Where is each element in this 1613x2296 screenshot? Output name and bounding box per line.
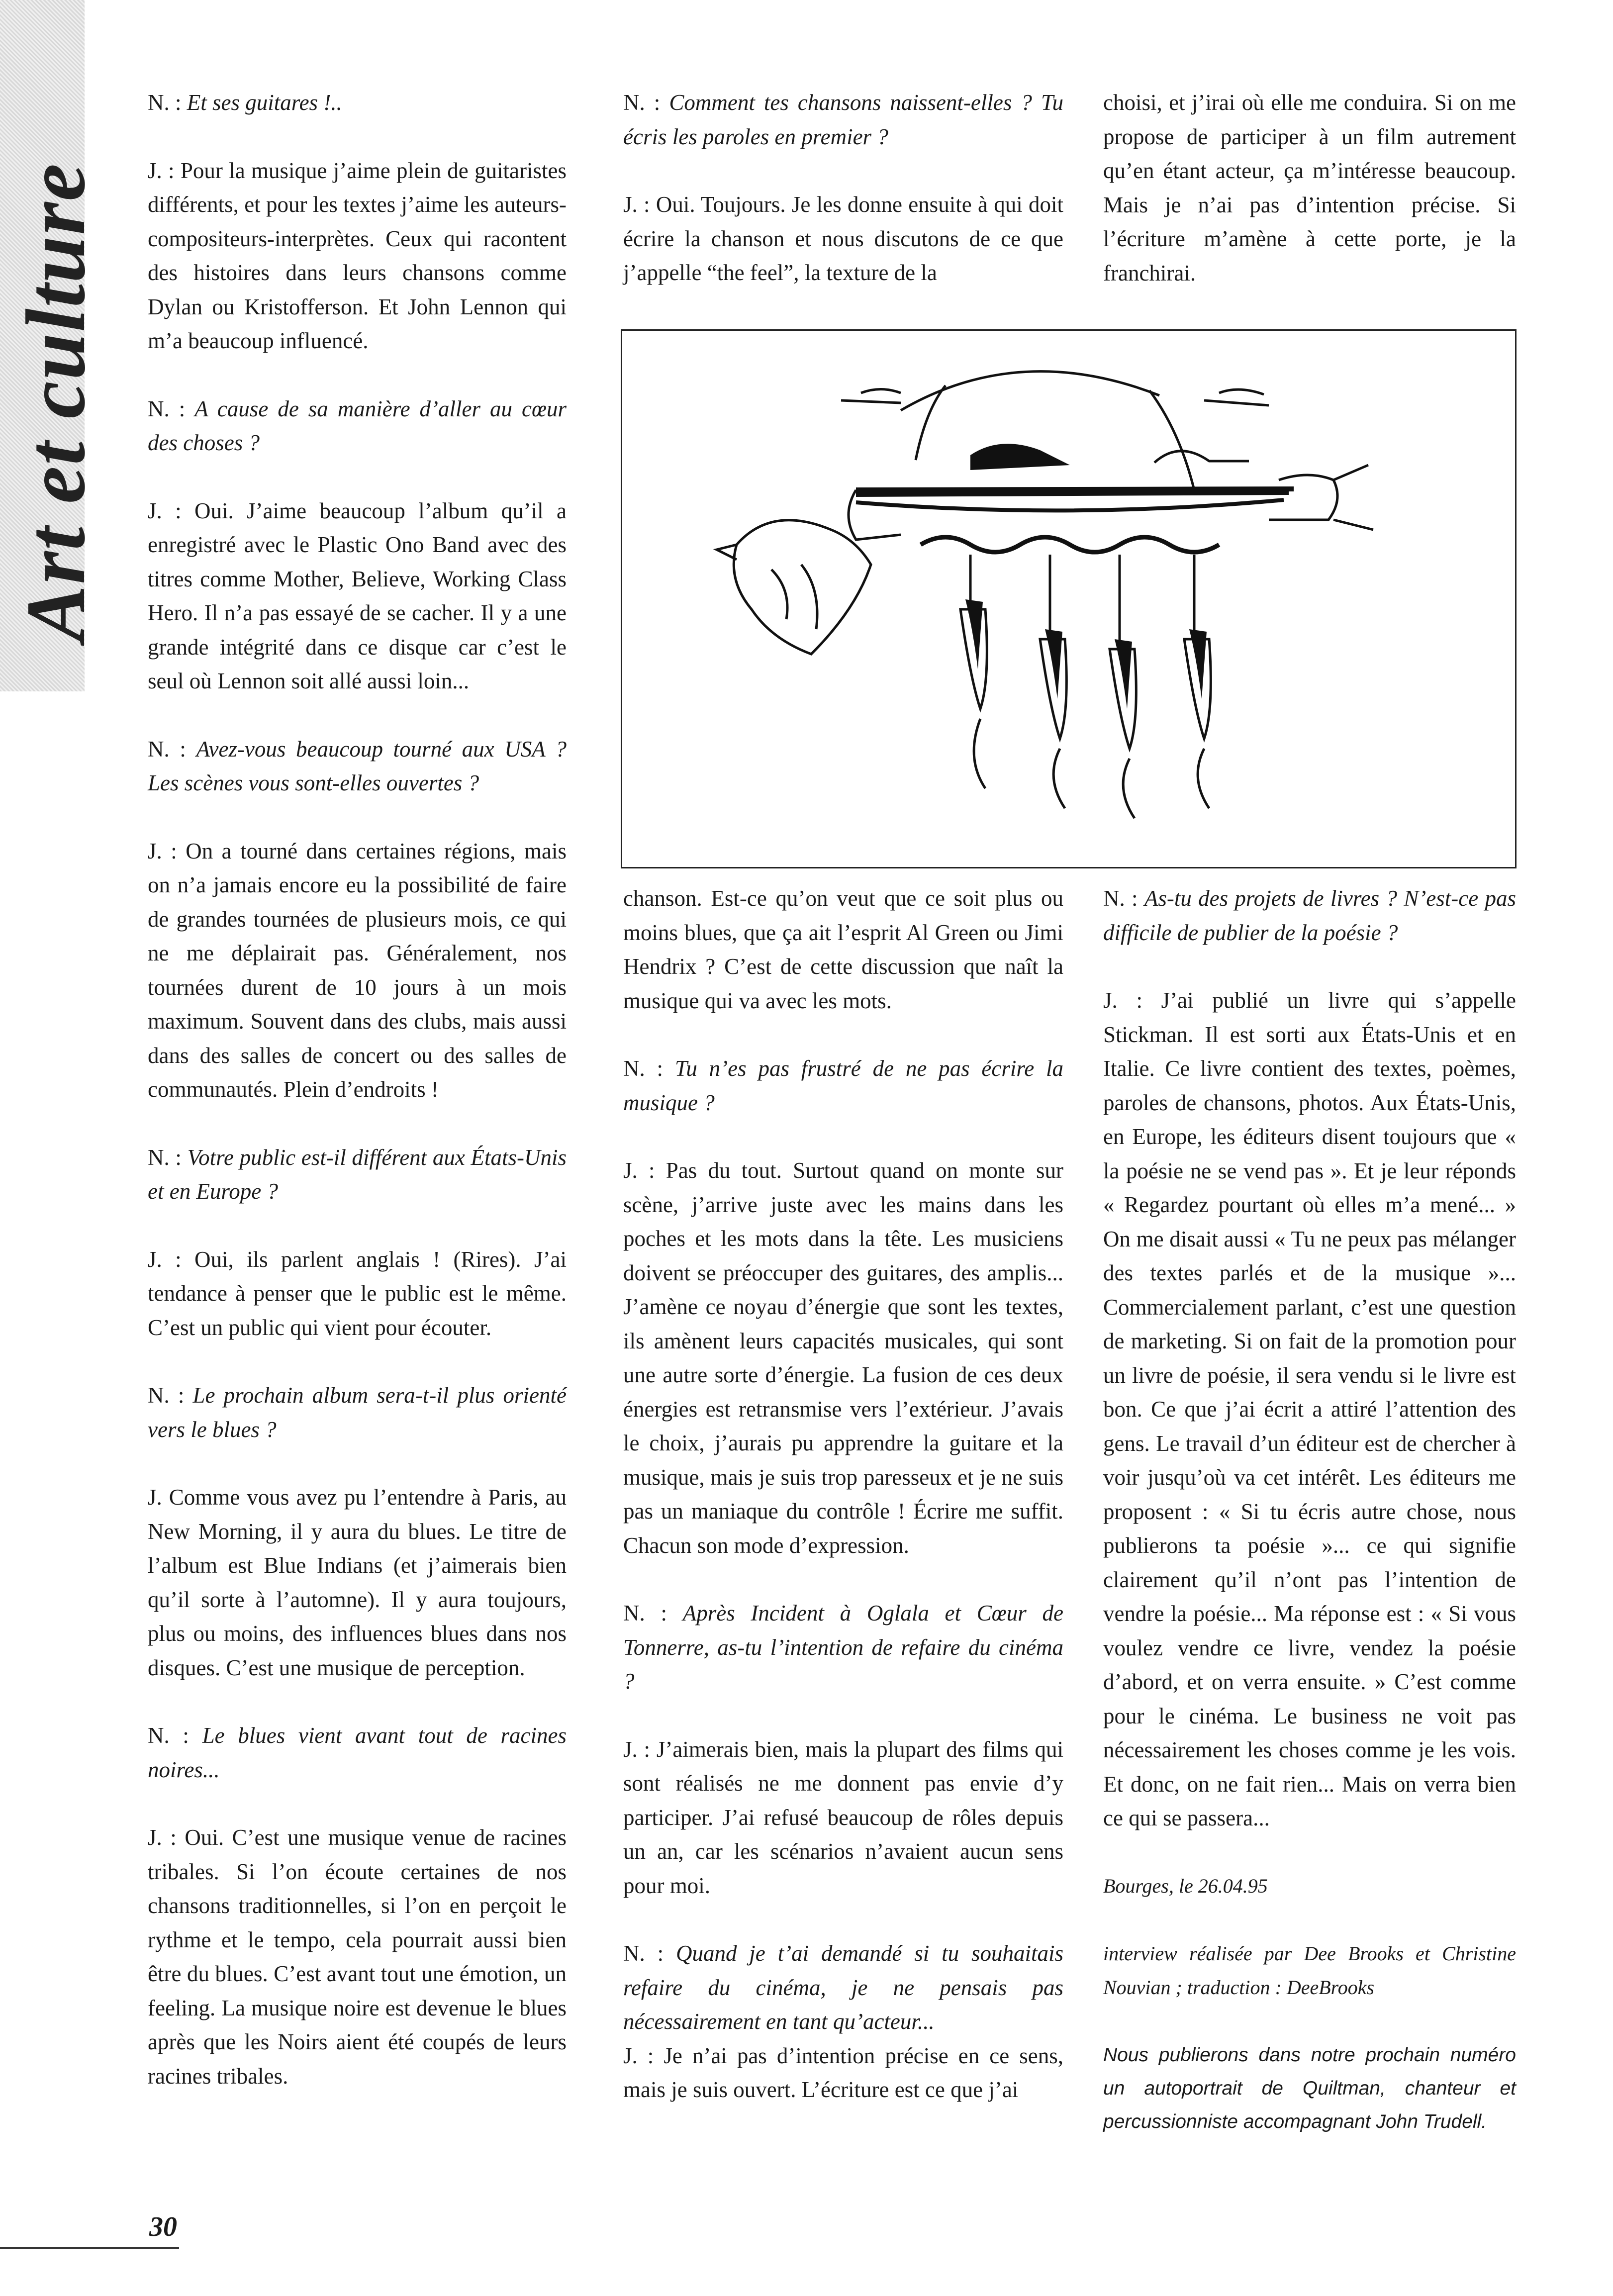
question-text: Quand je t’ai demandé si tu souhaitais refaire du cinéma, je ne pensais pas nécessairement en tant qu’acteur... <box>623 1941 1063 2034</box>
speaker-label: J. : <box>148 838 186 863</box>
paragraph <box>148 1141 567 1209</box>
page-number: 30 <box>149 2211 177 2242</box>
question-text: Après Incident à Oglala et Cœur de Tonnerre, as-tu l’intention de refaire du cinéma ? <box>623 1601 1064 1694</box>
column-2 <box>623 881 1063 2141</box>
paragraph <box>623 1936 1063 2039</box>
question-text: Et ses guitares !.. <box>187 90 342 115</box>
speaker-label: J. : <box>148 158 181 183</box>
paragraph <box>623 881 1063 1018</box>
answer-text: J’aimerais bien, mais la plupart des films qui sont réalisés ne me donnent pas envie d’y participer. J’ai refusé beaucoup de rôles depuis un an, car les scénarios n’avaient aucun sens pour moi. <box>623 1736 1063 1898</box>
question-text: Comment tes chansons naissent-elles ? Tu écris les paroles en premier ? <box>623 90 1064 149</box>
paragraph <box>623 86 1063 154</box>
speaker-label: N. : <box>148 736 196 762</box>
speaker-label: N. : <box>1103 886 1144 911</box>
speaker-label: J. : <box>623 2043 664 2068</box>
speaker-label: N. : <box>623 1941 676 1966</box>
question-text: Le prochain album sera-t-il plus orienté vers le blues ? <box>148 1383 567 1442</box>
answer-text: J’ai publié un livre qui s’appelle Stickman. Il est sorti aux États-Unis et en Italie. Ce livre contient des textes, poèmes, paroles de chansons, photos. Aux États-Unis, en Europe, les éditeurs disent toujours que « la poésie ne se vend pas ». Et je leur réponds « Regardez pourtant où elles m’a mené... » On me disait aussi « Tu ne peux pas mélanger des textes parlés et de la musique »... Commercialement parlant, c’est une question de marketing. Si on fait de la promotion pour un livre de poésie, il sera vendu si le livre est bon. Ce que j’ai écrit a attiré l’attention des gens. Le travail d’un éditeur est de chercher à voir jusqu’où va cet intérêt. Les éditeurs me proposent : « Si tu écris autre chose, nous publierons ta poésie »... ce qui signifie clairement qu’il n’ont pas l’intention de vendre la poésie... Ma réponse est : « Si vous voulez vendre ce livre, vendez la poésie d’abord, et on verra ensuite. » C’est comme pour le cinéma. Le business ne voit pas nécessairement les choses comme je les vois. Et donc, on ne fait rien... Mais on verra bien ce qui se passera... <box>1103 988 1517 1830</box>
question-text: A cause de sa manière d’aller au cœur des choses ? <box>148 396 567 455</box>
speaker-label: N. : <box>148 1723 202 1748</box>
paragraph <box>623 1153 1063 1562</box>
speaker-label: N. : <box>148 90 187 115</box>
speaker-label: N. : <box>148 1383 193 1408</box>
question-text: Le blues vient avant tout de racines noires... <box>148 1723 567 1782</box>
paragraph <box>148 1378 567 1446</box>
speaker-label: N. : <box>623 1601 683 1626</box>
paragraph <box>623 1732 1063 1903</box>
paragraph <box>148 1480 567 1685</box>
answer-text: Comme vous avez pu l’entendre à Paris, au New Morning, il y aura du blues. Le titre de l’album est Blue Indians (et j’aimerais bien qu’il sorte à l’automne). Il y aura toujours, plus ou moins, des influences blues dans nos disques. C’est une musique de perception. <box>148 1485 567 1680</box>
column-3 <box>1103 881 1516 2172</box>
paragraph <box>623 1596 1063 1699</box>
answer-text: Pour la musique j’aime plein de guitaristes différents, et pour les textes j’aime les auteurs-compositeurs-interprètes. Ceux qui racontent des histoires dans leurs chansons comme Dylan ou Kristofferson. Et John Lennon qui m’a beaucoup influencé. <box>148 158 567 353</box>
eagle-pipe-feathers-illustration <box>622 331 1515 867</box>
question-text: Avez-vous beaucoup tourné aux USA ? Les scènes vous sont-elles ouvertes ? <box>148 736 567 795</box>
speaker-label: J. : <box>148 498 195 523</box>
credits <box>1103 1869 1516 2005</box>
speaker-label: J. : <box>623 1736 657 1762</box>
paragraph <box>148 834 567 1107</box>
paragraph <box>148 1719 567 1787</box>
answer-text: Oui, ils parlent anglais ! (Rires). J’ai tendance à penser que le public est le même. C’est un public qui vient pour écouter. <box>148 1246 567 1340</box>
paragraph <box>148 392 567 460</box>
paragraph <box>148 1243 567 1345</box>
paragraph <box>148 494 567 698</box>
answer-text: Oui. C’est une musique venue de racines tribales. Si l’on écoute certaines de nos chansons traditionnelles, si l’on en perçoit le rythme et le tempo, cela pourrait aussi bien être du blues. C’est avant tout une émotion, un feeling. La musique noire est devenue le blues après que les Noirs aient été coupés de leurs racines tribales. <box>148 1825 567 2089</box>
speaker-label: J. : <box>148 1825 185 1850</box>
answer-text: On a tourné dans certaines régions, mais on n’a jamais encore eu la possibilité de faire de grandes tournées de plusieurs mois, ce qui ne me déplairait pas. Généralement, nos tournées durent de 10 jours à un mois maximum. Souvent dans des clubs, mais aussi dans des salles de concert ou des salles de communautés. Plein d’endroits ! <box>148 838 567 1102</box>
answer-text: Je n’ai pas d’intention précise en ce sens, mais je suis ouvert. L’écriture est ce que j’ai <box>623 2043 1063 2102</box>
answer-text: Pas du tout. Surtout quand on monte sur scène, j’arrive juste avec les mains dans les poches et les mots dans la tête. Les musiciens doivent se préoccuper des guitares, des amplis... J’amène ce noyau d’énergie que sont les textes, ils amènent leurs capacités musicales, qui sont une autre sorte d’énergie. La fusion de ces deux énergies est retransmise vers l’extérieur. J’avais le choix, j’aurais pu apprendre la guitare et la musique, mais je suis trop paresseux et je ne suis pas un maniaque du contrôle ! Écrire me suffit. Chacun son mode d’expression. <box>623 1158 1064 1558</box>
answer-text: chanson. Est-ce qu’on veut que ce soit plus ou moins blues, que ça ait l’esprit Al Green ou Jimi Hendrix ? C’est de cette discussion que naît la musique qui va avec les mots. <box>623 886 1063 1013</box>
question-text: Tu n’es pas frustré de ne pas écrire la musique ? <box>623 1056 1063 1115</box>
speaker-label: J. : <box>623 192 656 217</box>
speaker-label: N. : <box>623 1056 675 1081</box>
paragraph <box>148 732 567 800</box>
credit-place-date: Bourges, le 26.04.95 <box>1103 1874 1268 1897</box>
column-3-top <box>1103 86 1516 324</box>
paragraph <box>623 2039 1063 2107</box>
question-text: As-tu des projets de livres ? N’est-ce pas difficile de publier de la poésie ? <box>1103 886 1516 945</box>
answer-text: choisi, et j’irai où elle me conduira. Si on me propose de participer à un film autrement qu’en étant acteur, ça m’intéresse beaucoup. Mais je n’ai pas d’intention précise. Si l’écriture m’amène à cette porte, je la franchirai. <box>1103 90 1516 286</box>
speaker-label: N. : <box>148 1145 188 1170</box>
speaker-label: N. : <box>623 90 669 115</box>
paragraph <box>148 154 567 358</box>
answer-text: Oui. J’aime beaucoup l’album qu’il a enregistré avec le Plastic Ono Band avec des titres comme Mother, Believe, Working Class Hero. Il n’a pas essayé de se cacher. Il y a une grande intégrité dans ce disque car c’est le seul où Lennon soit allé aussi loin... <box>148 498 567 693</box>
paragraph <box>623 188 1063 290</box>
speaker-label: N. : <box>148 396 195 421</box>
page-rule <box>0 2247 179 2249</box>
question-text: Votre public est-il différent aux États-Unis et en Europe ? <box>148 1145 567 1204</box>
column-1 <box>148 86 567 2127</box>
speaker-label: J. : <box>623 1158 666 1183</box>
speaker-label: J. : <box>148 1246 194 1272</box>
answer-text: Oui. Toujours. Je les donne ensuite à qui doit écrire la chanson et nous discutons de ce que j’appelle “the feel”, la texture de la <box>623 192 1063 285</box>
column-2-top <box>623 86 1063 324</box>
paragraph <box>623 1052 1063 1120</box>
illustration-frame <box>621 329 1517 868</box>
paragraph <box>148 1820 567 2093</box>
speaker-label: J. : <box>1103 988 1161 1013</box>
section-title: Art et culture <box>9 162 102 642</box>
next-issue-note: Nous publierons dans notre prochain numéro un autoportrait de Quiltman, chanteur et percussionniste accompagnant John Trudell. <box>1103 2044 1516 2132</box>
speaker-label: J. <box>148 1485 169 1510</box>
paragraph <box>1103 881 1516 950</box>
paragraph <box>1103 86 1516 290</box>
credit-authors: interview réalisée par Dee Brooks et Christine Nouvian ; traduction : DeeBrooks <box>1103 1942 1516 1999</box>
paragraph <box>148 86 567 120</box>
paragraph <box>1103 983 1516 1835</box>
